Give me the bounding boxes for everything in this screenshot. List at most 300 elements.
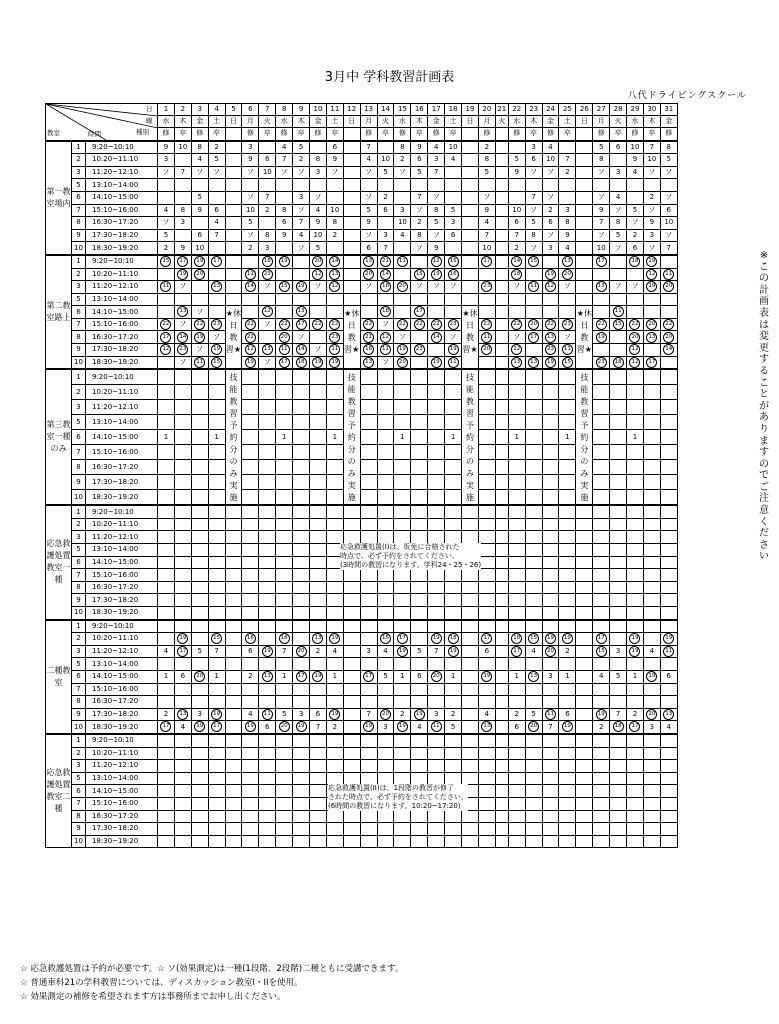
circled-number: 18: [613, 721, 624, 732]
schedule-cell: 5: [208, 154, 225, 167]
schedule-cell: [208, 760, 225, 773]
schedule-cell: [174, 531, 191, 544]
schedule-cell: [242, 797, 259, 810]
schedule-cell: [377, 620, 394, 633]
schedule-cell: [525, 518, 542, 531]
schedule-cell: 2: [293, 154, 310, 167]
schedule-cell: [428, 823, 445, 836]
schedule-cell: ソ: [593, 191, 610, 204]
schedule-cell: [326, 823, 343, 836]
schedule-cell: [508, 810, 525, 823]
schedule-cell: [326, 696, 343, 709]
header-weekday-cell: 土: [326, 116, 343, 128]
schedule-cell: [525, 400, 542, 415]
schedule-cell: [242, 823, 259, 836]
schedule-cell: [191, 505, 208, 518]
schedule-cell: [660, 645, 677, 658]
schedule-cell: [610, 594, 627, 607]
schedule-cell: [242, 460, 259, 475]
schedule-cell: [610, 633, 627, 646]
schedule-cell: [525, 331, 542, 344]
circled-number: 22: [545, 319, 556, 330]
schedule-cell: [326, 760, 343, 773]
schedule-cell: [495, 581, 508, 594]
schedule-cell: [343, 594, 360, 607]
period-time: 17:30~18:20: [86, 594, 158, 607]
schedule-cell: 6: [660, 204, 677, 217]
schedule-cell: [660, 318, 677, 331]
schedule-cell: [343, 760, 360, 773]
schedule-cell: [242, 785, 259, 798]
schedule-cell: 10: [377, 154, 394, 167]
schedule-cell: [428, 760, 445, 773]
schedule-cell: [428, 835, 445, 848]
schedule-cell: [576, 594, 593, 607]
schedule-cell: [208, 544, 225, 557]
schedule-cell: [174, 344, 191, 357]
schedule-cell: [225, 658, 242, 671]
schedule-cell: 8: [525, 229, 542, 242]
schedule-cell: [627, 760, 644, 773]
circled-number: 18: [613, 357, 624, 368]
schedule-cell: [343, 823, 360, 836]
schedule-cell: 2: [593, 721, 610, 734]
period-time: 17:30~18:20: [86, 708, 158, 721]
table-row: [46, 268, 678, 281]
schedule-cell: [660, 708, 677, 721]
period-number: 6: [72, 670, 86, 683]
schedule-cell: [542, 415, 559, 430]
circled-number: 13: [329, 269, 340, 280]
schedule-cell: [360, 331, 377, 344]
schedule-cell: [174, 594, 191, 607]
circled-number: 19: [562, 633, 573, 644]
schedule-cell: [559, 797, 576, 810]
schedule-cell: 4: [242, 708, 259, 721]
schedule-cell: [242, 696, 259, 709]
schedule-cell: [428, 734, 445, 747]
schedule-cell: [660, 531, 677, 544]
circled-number: 20: [481, 344, 492, 355]
schedule-cell: [660, 734, 677, 747]
header-weekday-cell: 月: [242, 116, 259, 128]
schedule-cell: [660, 293, 677, 306]
schedule-cell: [293, 318, 310, 331]
schedule-cell: 7: [208, 645, 225, 658]
schedule-cell: [394, 293, 411, 306]
schedule-cell: [326, 772, 343, 785]
schedule-cell: [276, 607, 293, 620]
schedule-cell: [276, 581, 293, 594]
schedule-cell: [610, 268, 627, 281]
schedule-cell: [191, 518, 208, 531]
schedule-cell: [643, 505, 660, 518]
schedule-cell: [276, 385, 293, 400]
footer-notes: [20, 962, 403, 1004]
schedule-cell: [610, 306, 627, 319]
circled-number: 13: [262, 671, 273, 682]
schedule-cell: [445, 385, 462, 400]
schedule-cell: [225, 141, 242, 154]
schedule-cell: [276, 445, 293, 460]
schedule-cell: [610, 797, 627, 810]
schedule-cell: [593, 772, 610, 785]
schedule-cell: [259, 581, 276, 594]
schedule-cell: [593, 760, 610, 773]
schedule-cell: [542, 734, 559, 747]
schedule-cell: 4: [326, 645, 343, 658]
schedule-cell: [478, 823, 495, 836]
schedule-cell: [158, 255, 175, 268]
schedule-cell: [627, 620, 644, 633]
schedule-cell: [242, 594, 259, 607]
header-corner: [46, 104, 158, 141]
schedule-cell: [174, 505, 191, 518]
schedule-cell: [462, 633, 479, 646]
schedule-cell: [610, 810, 627, 823]
schedule-cell: [276, 415, 293, 430]
schedule-cell: [593, 268, 610, 281]
schedule-cell: [293, 531, 310, 544]
schedule-cell: [495, 670, 508, 683]
schedule-cell: [276, 268, 293, 281]
schedule-cell: 7: [559, 154, 576, 167]
schedule-cell: [525, 721, 542, 734]
header-type-cell: 修: [428, 128, 445, 141]
schedule-cell: [542, 797, 559, 810]
schedule-cell: [326, 835, 343, 848]
schedule-cell: [310, 531, 327, 544]
schedule-cell: [276, 620, 293, 633]
schedule-cell: [643, 760, 660, 773]
period-time: 13:10~14:00: [86, 293, 158, 306]
period-number: 5: [72, 772, 86, 785]
holiday-blank: [225, 293, 242, 306]
schedule-cell: [525, 531, 542, 544]
schedule-cell: [394, 518, 411, 531]
schedule-cell: [242, 810, 259, 823]
table-row: [46, 670, 678, 683]
period-time: 10:20~11:10: [86, 633, 158, 646]
schedule-cell: [310, 306, 327, 319]
schedule-cell: [462, 810, 479, 823]
schedule-cell: [360, 415, 377, 430]
schedule-cell: ソ: [259, 281, 276, 294]
holiday-blank: [343, 281, 360, 294]
period-time: 16:30~17:20: [86, 810, 158, 823]
schedule-cell: [593, 785, 610, 798]
first-aid-note-1: [340, 543, 481, 570]
schedule-cell: [478, 683, 495, 696]
schedule-cell: [259, 556, 276, 569]
schedule-cell: [508, 385, 525, 400]
schedule-cell: [559, 356, 576, 369]
schedule-cell: [259, 268, 276, 281]
room-label: 第三教室一種のみ: [46, 369, 72, 505]
schedule-cell: [428, 306, 445, 319]
schedule-cell: 3: [610, 645, 627, 658]
circled-number: 11: [613, 306, 624, 317]
schedule-cell: [445, 475, 462, 490]
schedule-cell: [191, 594, 208, 607]
circled-number: 13: [663, 709, 674, 720]
schedule-cell: [610, 607, 627, 620]
schedule-cell: [643, 556, 660, 569]
schedule-cell: [394, 696, 411, 709]
schedule-cell: 2: [508, 708, 525, 721]
schedule-cell: [293, 293, 310, 306]
schedule-cell: [428, 658, 445, 671]
schedule-cell: [360, 594, 377, 607]
schedule-cell: 1: [559, 670, 576, 683]
schedule-cell: [445, 760, 462, 773]
schedule-cell: [542, 683, 559, 696]
schedule-cell: [627, 318, 644, 331]
schedule-cell: 3: [542, 242, 559, 255]
schedule-cell: [158, 490, 175, 506]
circled-number: 20: [646, 319, 657, 330]
schedule-cell: [610, 823, 627, 836]
schedule-cell: 2: [411, 217, 428, 230]
schedule-cell: [542, 531, 559, 544]
table-row: [46, 633, 678, 646]
schedule-cell: 9: [360, 217, 377, 230]
schedule-cell: [525, 594, 542, 607]
schedule-cell: [610, 505, 627, 518]
header-type-cell: 修: [660, 128, 677, 141]
schedule-cell: [593, 734, 610, 747]
schedule-cell: [174, 581, 191, 594]
schedule-cell: [174, 658, 191, 671]
schedule-cell: [445, 460, 462, 475]
circled-number: 22: [414, 319, 425, 330]
schedule-cell: [394, 415, 411, 430]
period-time: 14:10~15:00: [86, 191, 158, 204]
schedule-cell: [276, 569, 293, 582]
schedule-cell: [394, 475, 411, 490]
schedule-cell: [191, 217, 208, 230]
schedule-cell: 5: [525, 708, 542, 721]
schedule-cell: [660, 696, 677, 709]
schedule-cell: ソ: [525, 204, 542, 217]
schedule-cell: [478, 331, 495, 344]
schedule-cell: ソ: [627, 217, 644, 230]
schedule-cell: [360, 760, 377, 773]
schedule-cell: [259, 594, 276, 607]
schedule-cell: [242, 620, 259, 633]
schedule-cell: [542, 708, 559, 721]
schedule-cell: [525, 734, 542, 747]
period-number: 3: [72, 281, 86, 294]
schedule-cell: [660, 569, 677, 582]
schedule-cell: [174, 696, 191, 709]
schedule-cell: ソ: [643, 166, 660, 179]
schedule-cell: [343, 810, 360, 823]
schedule-cell: 5: [445, 204, 462, 217]
schedule-cell: [394, 344, 411, 357]
schedule-cell: [411, 490, 428, 506]
schedule-cell: ソ: [394, 166, 411, 179]
schedule-cell: [593, 696, 610, 709]
header-type-cell: 修: [542, 128, 559, 141]
schedule-cell: [377, 760, 394, 773]
schedule-cell: [478, 356, 495, 369]
circled-number: 19: [211, 344, 222, 355]
circled-number: 12: [511, 344, 522, 355]
schedule-cell: [495, 683, 508, 696]
schedule-cell: [643, 293, 660, 306]
schedule-cell: [559, 734, 576, 747]
schedule-cell: 4: [208, 217, 225, 230]
schedule-cell: [495, 823, 508, 836]
schedule-cell: [445, 179, 462, 192]
header-day-cell: 25: [559, 104, 576, 116]
schedule-cell: 10: [310, 229, 327, 242]
holiday-blank: [225, 268, 242, 281]
schedule-cell: [495, 141, 508, 154]
header-type-cell: 修: [242, 128, 259, 141]
schedule-cell: 6: [208, 204, 225, 217]
schedule-cell: [643, 268, 660, 281]
schedule-cell: [377, 255, 394, 268]
schedule-cell: [293, 823, 310, 836]
schedule-cell: [411, 306, 428, 319]
schedule-cell: 9: [627, 154, 644, 167]
schedule-cell: ソ: [259, 318, 276, 331]
schedule-cell: [428, 772, 445, 785]
circled-number: 22: [245, 319, 256, 330]
schedule-cell: [394, 255, 411, 268]
schedule-cell: [495, 556, 508, 569]
schedule-cell: [610, 785, 627, 798]
schedule-cell: [276, 293, 293, 306]
schedule-cell: [576, 217, 593, 230]
period-time: 13:10~14:00: [86, 772, 158, 785]
schedule-cell: [508, 683, 525, 696]
circled-number: 17: [296, 671, 307, 682]
schedule-cell: [411, 810, 428, 823]
header-day-cell: 19: [462, 104, 479, 116]
schedule-cell: ソ: [542, 229, 559, 242]
schedule-cell: [643, 785, 660, 798]
schedule-cell: [158, 268, 175, 281]
schedule-cell: [411, 734, 428, 747]
schedule-cell: 8: [174, 204, 191, 217]
schedule-cell: [610, 772, 627, 785]
schedule-cell: 5: [508, 154, 525, 167]
schedule-cell: [191, 581, 208, 594]
schedule-cell: [343, 658, 360, 671]
schedule-cell: [411, 594, 428, 607]
schedule-cell: 5: [610, 229, 627, 242]
period-time: 13:10~14:00: [86, 179, 158, 192]
period-time: 18:30~19:20: [86, 835, 158, 848]
schedule-cell: [174, 460, 191, 475]
header-type-cell: 卒: [259, 128, 276, 141]
schedule-cell: [394, 721, 411, 734]
schedule-cell: [593, 594, 610, 607]
schedule-cell: [208, 569, 225, 582]
header-day-cell: 22: [508, 104, 525, 116]
schedule-cell: [576, 785, 593, 798]
schedule-cell: [508, 594, 525, 607]
circled-number: 11: [262, 709, 273, 720]
schedule-cell: [627, 191, 644, 204]
circled-number: 15: [562, 357, 573, 368]
circled-number: 22: [511, 319, 522, 330]
schedule-cell: [445, 569, 462, 582]
header-day-cell: 30: [643, 104, 660, 116]
schedule-cell: [276, 734, 293, 747]
period-time: 9:20~10:10: [86, 505, 158, 518]
period-number: 9: [72, 229, 86, 242]
period-number: 3: [72, 645, 86, 658]
circled-number: 20: [296, 646, 307, 657]
schedule-cell: [174, 229, 191, 242]
schedule-cell: 3: [360, 645, 377, 658]
schedule-cell: ソ: [428, 191, 445, 204]
schedule-cell: [627, 747, 644, 760]
table-row: [46, 505, 678, 518]
schedule-cell: 8: [310, 154, 327, 167]
schedule-cell: [542, 835, 559, 848]
schedule-cell: [660, 556, 677, 569]
header-day-cell: 21: [495, 104, 508, 116]
schedule-cell: 1: [394, 430, 411, 445]
circled-number: 19: [629, 646, 640, 657]
period-time: 17:30~18:20: [86, 823, 158, 836]
schedule-cell: [542, 179, 559, 192]
schedule-cell: [478, 385, 495, 400]
header-weekday-cell: 日: [225, 116, 242, 128]
schedule-cell: [310, 505, 327, 518]
schedule-cell: [343, 708, 360, 721]
schedule-cell: [593, 445, 610, 460]
schedule-cell: 5: [428, 217, 445, 230]
schedule-cell: [293, 255, 310, 268]
header-weekday-cell: 月: [360, 116, 377, 128]
schedule-cell: [158, 518, 175, 531]
schedule-cell: [411, 835, 428, 848]
schedule-cell: [542, 823, 559, 836]
schedule-cell: [576, 518, 593, 531]
schedule-cell: [559, 823, 576, 836]
schedule-cell: [259, 620, 276, 633]
schedule-cell: 10: [394, 217, 411, 230]
schedule-cell: [627, 683, 644, 696]
schedule-cell: [428, 569, 445, 582]
schedule-cell: [478, 518, 495, 531]
circled-number: 19: [329, 357, 340, 368]
period-time: 15:10~16:00: [86, 569, 158, 582]
schedule-cell: 9: [643, 217, 660, 230]
schedule-cell: [276, 369, 293, 385]
schedule-cell: [394, 810, 411, 823]
schedule-cell: [293, 797, 310, 810]
schedule-cell: 10: [242, 204, 259, 217]
schedule-cell: [326, 810, 343, 823]
schedule-cell: [462, 518, 479, 531]
period-time: 17:30~18:20: [86, 229, 158, 242]
schedule-cell: 9: [310, 217, 327, 230]
schedule-cell: [276, 594, 293, 607]
schedule-cell: [208, 696, 225, 709]
circled-number: 17: [481, 633, 492, 644]
holiday-blank: [576, 293, 593, 306]
schedule-cell: 10: [259, 166, 276, 179]
schedule-cell: [593, 810, 610, 823]
schedule-cell: [411, 620, 428, 633]
